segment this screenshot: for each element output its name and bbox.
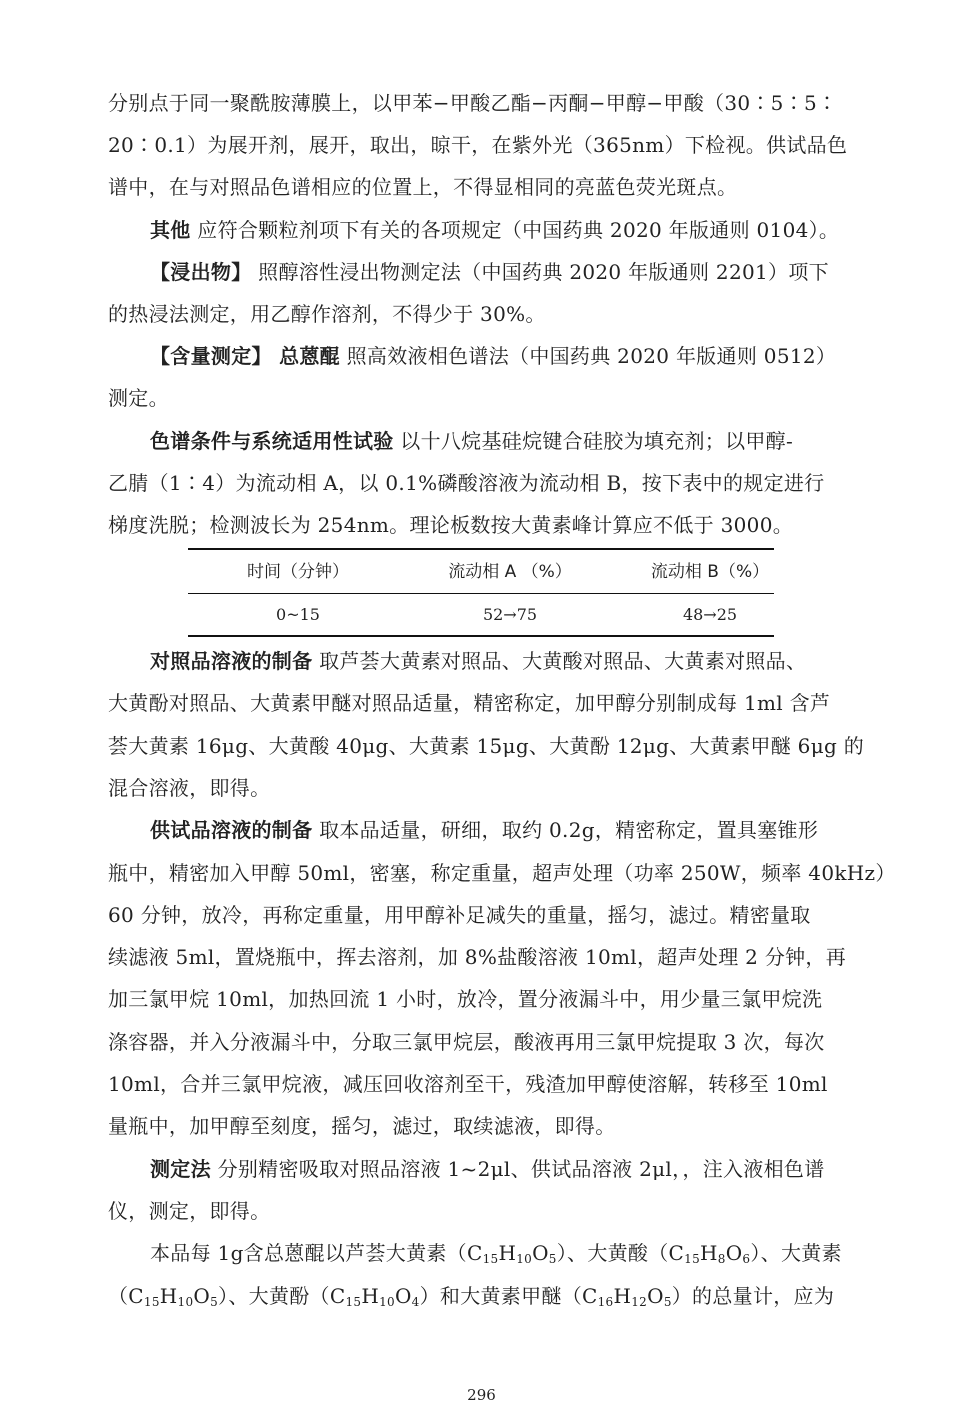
text-line xyxy=(108,1070,828,1098)
subscript-text: 4 xyxy=(411,1294,420,1309)
text-line xyxy=(108,300,546,328)
body-text: H xyxy=(498,1241,517,1266)
body-text: 荟大黄素 16μg、大黄酸 40μg、大黄素 15μg、大黄酚 12μg、大黄素甲醚 6μg 的 xyxy=(108,733,865,758)
text-line xyxy=(108,1028,825,1056)
bold-heading-text: 【浸出物】 xyxy=(150,259,252,284)
text-line xyxy=(108,469,824,497)
text-line xyxy=(108,1197,270,1225)
body-text: O xyxy=(193,1283,211,1308)
subscript-text: 5 xyxy=(210,1294,219,1309)
table-top-rule xyxy=(188,548,774,550)
body-text: 加三氯甲烷 10ml，加热回流 1 小时，放冷，置分液漏斗中，用少量三氯甲烷洗 xyxy=(108,987,823,1012)
body-text: 量瓶中，加甲醇至刻度，摇匀，滤过，取续滤液，即得。 xyxy=(108,1114,616,1139)
text-line xyxy=(150,816,818,844)
body-text: H xyxy=(613,1283,632,1308)
table-header-time: 时间（分钟） xyxy=(247,562,349,582)
body-text: 仪，测定，即得。 xyxy=(108,1198,271,1223)
subscript-text: 16 xyxy=(597,1294,614,1309)
bold-heading-text: 【含量测定】 总蒽醌 xyxy=(150,344,340,369)
text-line xyxy=(150,647,806,675)
text-line xyxy=(108,173,737,201)
table-header-rule xyxy=(188,593,774,594)
text-line xyxy=(108,943,846,971)
subscript-text: 15 xyxy=(684,1252,701,1267)
table-bottom-rule xyxy=(188,635,774,637)
body-text: H xyxy=(159,1283,178,1308)
subscript-text: 5 xyxy=(663,1294,672,1309)
text-line xyxy=(150,427,793,455)
text-line xyxy=(108,89,837,117)
subscript-text: 12 xyxy=(631,1294,648,1309)
body-text: O xyxy=(532,1241,549,1266)
text-line xyxy=(108,1112,616,1140)
text-line xyxy=(108,732,864,760)
body-text: ）、大黄素 xyxy=(750,1241,842,1266)
table-header-phase-b: 流动相 B（%） xyxy=(650,562,770,582)
body-text: 本品每 1g含总蒽醌以芦荟大黄素（C xyxy=(150,1241,483,1266)
text-line xyxy=(108,985,822,1013)
table-header-phase-a: 流动相 A （%） xyxy=(448,562,572,582)
body-text: 以十八烷基硅烷键合硅胶为填充剂；以甲醇- xyxy=(393,428,794,453)
body-text: ）、大黄酚（C xyxy=(218,1283,346,1308)
subscript-text: 6 xyxy=(742,1252,751,1267)
body-text: ）的总量计，应为 xyxy=(671,1283,835,1308)
body-text: H xyxy=(361,1283,380,1308)
text-line xyxy=(108,384,169,412)
body-text: 分别点于同一聚酰胺薄膜上，以甲苯−甲酸乙酯−丙酮−甲醇−甲酸（30∶5∶5∶ xyxy=(108,91,838,115)
body-text: 乙腈（1∶4）为流动相 A，以 0.1%磷酸溶液为流动相 B，按下表中的规定进行 xyxy=(108,470,825,495)
body-text: 60 分钟，放冷，再称定重量，用甲醇补足减失的重量，摇匀，滤过。精密量取 xyxy=(108,902,811,927)
text-line xyxy=(150,1239,842,1267)
subscript-text: 15 xyxy=(345,1294,362,1309)
body-text: O xyxy=(725,1241,743,1266)
text-line xyxy=(150,258,829,286)
text-line xyxy=(108,689,830,717)
body-text: O xyxy=(647,1283,664,1308)
text-line xyxy=(108,1282,834,1310)
bold-heading-text: 对照品溶液的制备 xyxy=(150,649,313,673)
bold-heading-text: 测定法 xyxy=(150,1156,211,1181)
body-text: 续滤液 5ml，置烧瓶中，挥去溶剂，加 8%盐酸溶液 10ml，超声处理 2 分钟，再 xyxy=(108,945,847,970)
text-line xyxy=(108,131,847,159)
body-text: 瓶中，精密加入甲醇 50ml，密塞，称定重量，超声处理（功率 250W，频率 40kHz） xyxy=(108,860,896,885)
table-cell-phase-b: 48→25 xyxy=(682,605,738,624)
body-text: 测定。 xyxy=(108,386,169,411)
subscript-text: 10 xyxy=(177,1294,194,1309)
body-text: 谱中，在与对照品色谱相应的位置上，不得显相同的亮蓝色荧光斑点。 xyxy=(108,175,738,200)
subscript-text: 15 xyxy=(482,1252,499,1267)
table-cell-time: 0~15 xyxy=(276,605,320,624)
body-text: 大黄酚对照品、大黄素甲醚对照品适量，精密称定，加甲醇分别制成每 1ml 含芦 xyxy=(108,691,831,716)
text-line xyxy=(150,1155,825,1183)
text-line xyxy=(108,774,270,802)
bold-heading-text: 供试品溶液的制备 xyxy=(150,818,313,843)
body-text: 10ml，合并三氯甲烷液，减压回收溶剂至干，残渣加甲醇使溶解，转移至 10ml xyxy=(108,1072,828,1096)
body-text: 涤容器，并入分液漏斗中，分取三氯甲烷层，酸液再用三氯甲烷提取 3 次，每次 xyxy=(108,1029,825,1054)
body-text: 分别精密吸取对照品溶液 1~2μl、供试品溶液 2μl，，注入液相色谱 xyxy=(210,1156,825,1181)
body-text: ）、大黄酸（C xyxy=(556,1241,685,1266)
body-text: 取本品适量，研细，取约 0.2g，精密称定，置具塞锥形 xyxy=(312,818,819,843)
body-text: 20∶0.1）为展开剂，展开，取出，晾干，在紫外光（365nm）下检视。供试品色 xyxy=(108,133,848,158)
body-text: O xyxy=(394,1283,412,1308)
body-text: 取芦荟大黄素对照品、大黄酸对照品、大黄素对照品、 xyxy=(312,649,807,673)
body-text: 梯度洗脱；检测波长为 254nm。理论板数按大黄素峰计算应不低于 3000。 xyxy=(108,513,794,537)
body-text: 照醇溶性浸出物测定法（中国药典 2020 年版通则 2201）项下 xyxy=(251,259,829,284)
page-number: 296 xyxy=(467,1386,496,1404)
body-text: ）和大黄素甲醚（C xyxy=(419,1283,598,1308)
subscript-text: 5 xyxy=(548,1252,557,1267)
bold-heading-text: 其他 xyxy=(150,217,191,242)
text-line xyxy=(108,859,896,887)
body-text: H xyxy=(700,1241,718,1266)
body-text: 应符合颗粒剂项下有关的各项规定（中国药典 2020 年版通则 0104）。 xyxy=(190,217,840,242)
text-line xyxy=(150,216,839,244)
text-line xyxy=(108,901,811,929)
subscript-text: 10 xyxy=(516,1252,533,1267)
body-text: （C xyxy=(108,1283,144,1308)
bold-heading-text: 色谱条件与系统适用性试验 xyxy=(150,428,394,453)
subscript-text: 15 xyxy=(143,1294,160,1309)
body-text: 的热浸法测定，用乙醇作溶剂，不得少于 30%。 xyxy=(108,302,546,326)
table-cell-phase-a: 52→75 xyxy=(482,605,538,624)
text-line xyxy=(150,342,836,370)
body-text: 照高效液相色谱法（中国药典 2020 年版通则 0512） xyxy=(339,344,837,369)
subscript-text: 8 xyxy=(717,1252,726,1267)
text-line xyxy=(108,511,793,539)
body-text: 混合溶液，即得。 xyxy=(108,775,271,800)
subscript-text: 10 xyxy=(379,1294,395,1309)
